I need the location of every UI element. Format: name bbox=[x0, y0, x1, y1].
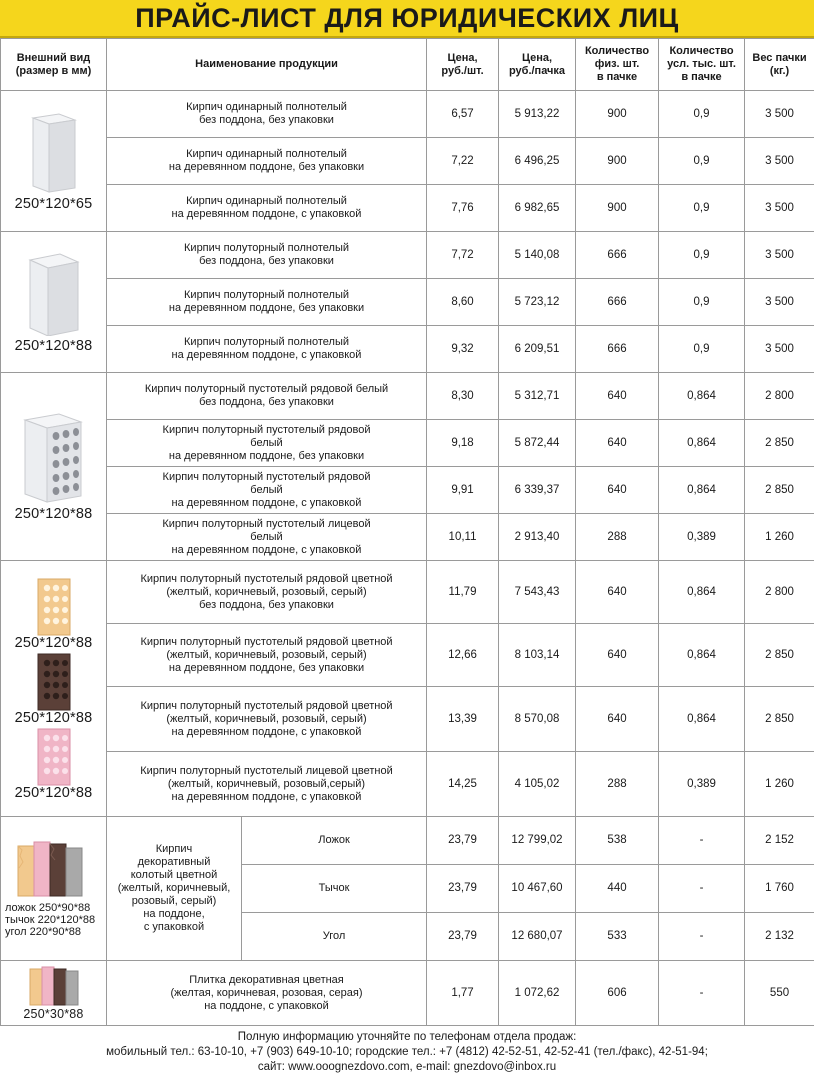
price-pack: 6 982,65 bbox=[499, 185, 576, 232]
qty-phys: 900 bbox=[576, 185, 659, 232]
qty-cond: 0,9 bbox=[659, 138, 745, 185]
weight: 2 800 bbox=[745, 561, 814, 624]
header-view: Внешний вид (размер в мм) bbox=[1, 39, 107, 91]
size-label: угол 220*90*88 bbox=[5, 925, 82, 938]
header-weight: Вес пачки (кг.) bbox=[745, 39, 814, 91]
table-row bbox=[1, 232, 814, 279]
qty-phys: 288 bbox=[576, 752, 659, 817]
title-banner bbox=[0, 0, 814, 38]
qty-phys: 640 bbox=[576, 420, 659, 467]
qty-cond: 0,864 bbox=[659, 467, 745, 514]
solid-white-brick-image bbox=[24, 252, 84, 336]
weight: 550 bbox=[745, 961, 814, 1026]
price-pack: 10 467,60 bbox=[499, 865, 576, 913]
weight: 2 850 bbox=[745, 687, 814, 752]
qty-phys: 900 bbox=[576, 91, 659, 138]
weight: 3 500 bbox=[745, 279, 814, 326]
price-pack: 5 872,44 bbox=[499, 420, 576, 467]
product-image-cell bbox=[1, 817, 107, 961]
price-pack: 5 140,08 bbox=[499, 232, 576, 279]
size-label: 250*120*88 bbox=[14, 337, 93, 354]
qty-phys: 440 bbox=[576, 865, 659, 913]
product-name: Кирпич полуторный пустотелый рядовой белый без поддона, без упаковки bbox=[107, 373, 427, 420]
price-pack: 2 913,40 bbox=[499, 514, 576, 561]
price-pack: 4 105,02 bbox=[499, 752, 576, 817]
product-name: Кирпич декоративный колотый цветной (желтый, коричневый, розовый, серый) на поддоне, с упаковкой bbox=[107, 817, 242, 961]
price-unit: 6,57 bbox=[427, 91, 499, 138]
qty-cond: 0,864 bbox=[659, 687, 745, 752]
product-name: Кирпич одинарный полнотелый без поддона, без упаковки bbox=[107, 91, 427, 138]
header-price-unit: Цена, руб./шт. bbox=[427, 39, 499, 91]
product-image-cell bbox=[1, 561, 107, 817]
weight: 3 500 bbox=[745, 326, 814, 373]
size-label: 250*120*88 bbox=[14, 635, 93, 651]
price-unit: 13,39 bbox=[427, 687, 499, 752]
page-title: ПРАЙС-ЛИСТ ДЛЯ ЮРИДИЧЕСКИХ ЛИЦ bbox=[135, 2, 679, 33]
product-name: Кирпич полуторный пустотелый лицевой белый на деревянном поддоне, с упаковкой bbox=[107, 514, 427, 561]
price-pack: 8 103,14 bbox=[499, 624, 576, 687]
weight: 3 500 bbox=[745, 91, 814, 138]
product-subtype: Ложок bbox=[242, 817, 427, 865]
qty-phys: 900 bbox=[576, 138, 659, 185]
table-row bbox=[1, 817, 814, 865]
table-row bbox=[1, 687, 814, 752]
qty-cond: 0,864 bbox=[659, 561, 745, 624]
price-unit: 11,79 bbox=[427, 561, 499, 624]
qty-cond: 0,389 bbox=[659, 752, 745, 817]
size-label: тычок 220*120*88 bbox=[5, 913, 96, 926]
price-unit: 12,66 bbox=[427, 624, 499, 687]
qty-cond: - bbox=[659, 961, 745, 1026]
product-image-cell bbox=[1, 373, 107, 561]
product-image-cell bbox=[1, 961, 107, 1026]
size-label: 250*120*88 bbox=[14, 710, 93, 726]
weight: 2 800 bbox=[745, 373, 814, 420]
qty-cond: - bbox=[659, 865, 745, 913]
contact-footer bbox=[0, 1025, 814, 1083]
qty-phys: 640 bbox=[576, 561, 659, 624]
header-price-pack: Цена, руб./пачка bbox=[499, 39, 576, 91]
price-unit: 9,32 bbox=[427, 326, 499, 373]
price-pack: 5 312,71 bbox=[499, 373, 576, 420]
qty-phys: 666 bbox=[576, 326, 659, 373]
header-row bbox=[1, 39, 814, 91]
qty-phys: 640 bbox=[576, 687, 659, 752]
price-pack: 7 543,43 bbox=[499, 561, 576, 624]
table-row bbox=[1, 420, 814, 467]
footer-phones: мобильный тел.: 63-10-10, +7 (903) 649-10-10; городские тел.: +7 (4812) 42-52-51, 42-52-41 (тел./факс), 42-51-94; bbox=[106, 1046, 708, 1058]
table-row bbox=[1, 279, 814, 326]
price-unit: 1,77 bbox=[427, 961, 499, 1026]
table-row bbox=[1, 752, 814, 817]
brown-hollow-brick-image bbox=[34, 652, 74, 712]
decorative-chipped-bricks-image bbox=[14, 840, 94, 898]
product-name: Кирпич одинарный полнотелый на деревянном поддоне, с упаковкой bbox=[107, 185, 427, 232]
price-unit: 8,60 bbox=[427, 279, 499, 326]
price-pack: 5 913,22 bbox=[499, 91, 576, 138]
product-name: Кирпич полуторный полнотелый без поддона, без упаковки bbox=[107, 232, 427, 279]
table-row bbox=[1, 467, 814, 514]
weight: 3 500 bbox=[745, 138, 814, 185]
price-table bbox=[0, 38, 814, 1026]
price-unit: 9,91 bbox=[427, 467, 499, 514]
qty-phys: 606 bbox=[576, 961, 659, 1026]
price-pack: 8 570,08 bbox=[499, 687, 576, 752]
weight: 2 850 bbox=[745, 420, 814, 467]
qty-cond: 0,9 bbox=[659, 326, 745, 373]
qty-cond: 0,9 bbox=[659, 185, 745, 232]
price-pack: 12 799,02 bbox=[499, 817, 576, 865]
qty-cond: 0,864 bbox=[659, 373, 745, 420]
price-unit: 7,22 bbox=[427, 138, 499, 185]
size-label: 250*120*88 bbox=[14, 506, 93, 522]
qty-phys: 538 bbox=[576, 817, 659, 865]
product-image-cell bbox=[1, 91, 107, 232]
qty-cond: 0,9 bbox=[659, 232, 745, 279]
product-name: Кирпич полуторный пустотелый рядовой белый на деревянном поддоне, с упаковкой bbox=[107, 467, 427, 514]
price-pack: 1 072,62 bbox=[499, 961, 576, 1026]
header-qty-phys: Количество физ. шт. в пачке bbox=[576, 39, 659, 91]
qty-cond: 0,9 bbox=[659, 91, 745, 138]
price-unit: 10,11 bbox=[427, 514, 499, 561]
price-unit: 23,79 bbox=[427, 913, 499, 961]
qty-phys: 666 bbox=[576, 279, 659, 326]
price-pack: 6 339,37 bbox=[499, 467, 576, 514]
price-unit: 23,79 bbox=[427, 865, 499, 913]
yellow-hollow-brick-image bbox=[34, 577, 74, 637]
qty-cond: 0,389 bbox=[659, 514, 745, 561]
table-row bbox=[1, 624, 814, 687]
weight: 2 152 bbox=[745, 817, 814, 865]
table-row bbox=[1, 91, 814, 138]
weight: 2 850 bbox=[745, 624, 814, 687]
size-label: 250*120*88 bbox=[14, 785, 93, 801]
price-unit: 7,72 bbox=[427, 232, 499, 279]
product-subtype: Угол bbox=[242, 913, 427, 961]
price-unit: 9,18 bbox=[427, 420, 499, 467]
price-pack: 12 680,07 bbox=[499, 913, 576, 961]
qty-phys: 288 bbox=[576, 514, 659, 561]
price-unit: 7,76 bbox=[427, 185, 499, 232]
footer-intro: Полную информацию уточняйте по телефонам отдела продаж: bbox=[237, 1031, 577, 1043]
table-row bbox=[1, 326, 814, 373]
price-pack: 6 496,25 bbox=[499, 138, 576, 185]
weight: 3 500 bbox=[745, 232, 814, 279]
product-name: Кирпич полуторный пустотелый лицевой цветной (желтый, коричневый, розовый,серый) на деревянном поддоне, с упаковкой bbox=[107, 752, 427, 817]
footer-site-email: сайт: www.ooognezdovo.com, e-mail: gnezdovo@inbox.ru bbox=[257, 1061, 557, 1073]
table-row bbox=[1, 373, 814, 420]
qty-cond: - bbox=[659, 817, 745, 865]
weight: 2 132 bbox=[745, 913, 814, 961]
product-name: Кирпич полуторный полнотелый на деревянном поддоне, с упаковкой bbox=[107, 326, 427, 373]
price-pack: 6 209,51 bbox=[499, 326, 576, 373]
product-image-cell bbox=[1, 232, 107, 373]
table-row bbox=[1, 561, 814, 624]
product-name: Кирпич полуторный пустотелый рядовой белый на деревянном поддоне, без упаковки bbox=[107, 420, 427, 467]
qty-cond: 0,864 bbox=[659, 624, 745, 687]
product-name: Плитка декоративная цветная (желтая, коричневая, розовая, серая) на поддоне, с упаковкой bbox=[107, 961, 427, 1026]
qty-phys: 640 bbox=[576, 373, 659, 420]
product-subtype: Тычок bbox=[242, 865, 427, 913]
qty-phys: 533 bbox=[576, 913, 659, 961]
qty-phys: 640 bbox=[576, 467, 659, 514]
weight: 1 260 bbox=[745, 514, 814, 561]
qty-cond: 0,864 bbox=[659, 420, 745, 467]
product-name: Кирпич полуторный полнотелый на деревянном поддоне, без упаковки bbox=[107, 279, 427, 326]
header-name: Наименование продукции bbox=[107, 39, 427, 91]
weight: 1 760 bbox=[745, 865, 814, 913]
product-name: Кирпич полуторный пустотелый рядовой цветной (желтый, коричневый, розовый, серый) без поддона, без упаковки bbox=[107, 561, 427, 624]
table-row bbox=[1, 138, 814, 185]
table-row bbox=[1, 185, 814, 232]
size-label: 250*120*65 bbox=[14, 195, 93, 212]
weight: 1 260 bbox=[745, 752, 814, 817]
price-unit: 14,25 bbox=[427, 752, 499, 817]
price-unit: 23,79 bbox=[427, 817, 499, 865]
qty-phys: 640 bbox=[576, 624, 659, 687]
weight: 2 850 bbox=[745, 467, 814, 514]
product-name: Кирпич полуторный пустотелый рядовой цветной (желтый, коричневый, розовый, серый) на деревянном поддоне, с упаковкой bbox=[107, 687, 427, 752]
decorative-tiles-image bbox=[26, 965, 82, 1007]
size-label: ложок 250*90*88 bbox=[5, 901, 91, 914]
solid-white-brick-image bbox=[25, 112, 83, 194]
pink-hollow-brick-image bbox=[34, 727, 74, 787]
header-qty-cond: Количество усл. тыс. шт. в пачке bbox=[659, 39, 745, 91]
qty-cond: - bbox=[659, 913, 745, 961]
price-pack: 5 723,12 bbox=[499, 279, 576, 326]
product-name: Кирпич одинарный полнотелый на деревянном поддоне, без упаковки bbox=[107, 138, 427, 185]
price-unit: 8,30 bbox=[427, 373, 499, 420]
table-row bbox=[1, 514, 814, 561]
product-name: Кирпич полуторный пустотелый рядовой цветной (желтый, коричневый, розовый, серый) на деревянном поддоне, без упаковки bbox=[107, 624, 427, 687]
weight: 3 500 bbox=[745, 185, 814, 232]
qty-cond: 0,9 bbox=[659, 279, 745, 326]
qty-phys: 666 bbox=[576, 232, 659, 279]
size-label: 250*30*88 bbox=[23, 1007, 84, 1021]
table-row bbox=[1, 961, 814, 1026]
hollow-white-brick-image bbox=[21, 412, 87, 504]
